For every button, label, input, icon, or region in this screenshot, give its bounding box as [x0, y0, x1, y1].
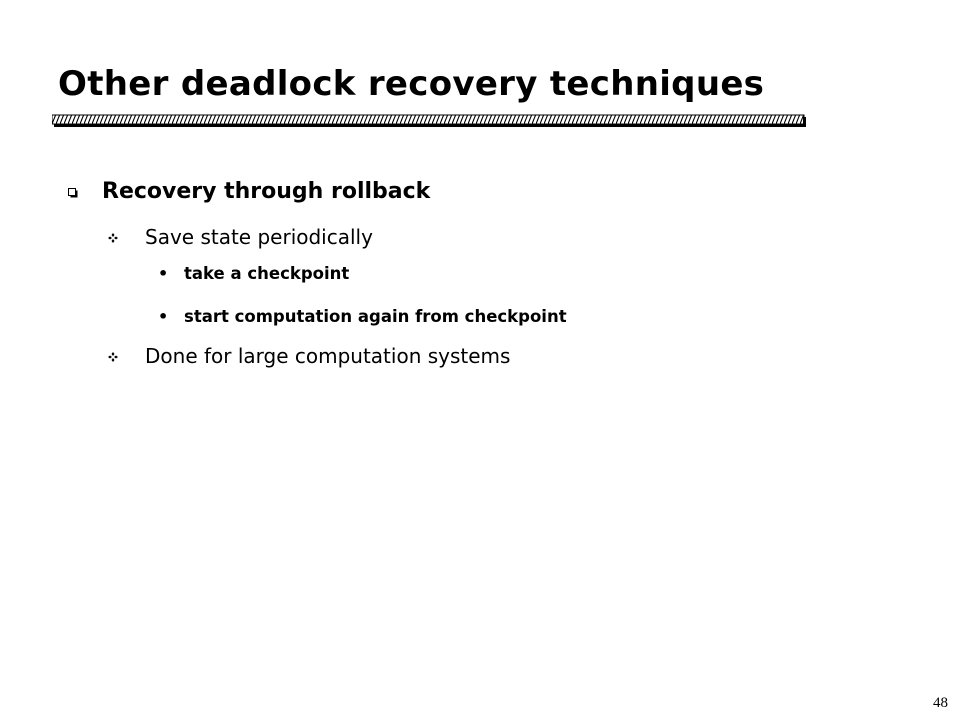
bullet-text: start computation again from checkpoint [184, 307, 567, 326]
dot-bullet-icon: • [158, 264, 169, 283]
four-diamond-bullet-icon [108, 221, 145, 253]
four-diamond-bullet-icon [108, 340, 145, 372]
bullet-level1 [68, 172, 430, 212]
bullet-level3 [158, 302, 567, 332]
page-number: 48 [933, 695, 948, 711]
bullet-text: take a checkpoint [184, 264, 350, 283]
bullet-text: Done for large computation systems [145, 344, 511, 368]
bullet-text: Recovery through rollback [102, 179, 431, 204]
bullet-level2 [108, 221, 373, 253]
dot-bullet-icon: • [158, 307, 169, 326]
square-bullet-icon [68, 172, 102, 212]
bullet-level2 [108, 340, 510, 372]
bullet-level3 [158, 259, 349, 289]
slide-title: Other deadlock recovery techniques [58, 64, 765, 104]
bullet-text: Save state periodically [145, 225, 373, 249]
